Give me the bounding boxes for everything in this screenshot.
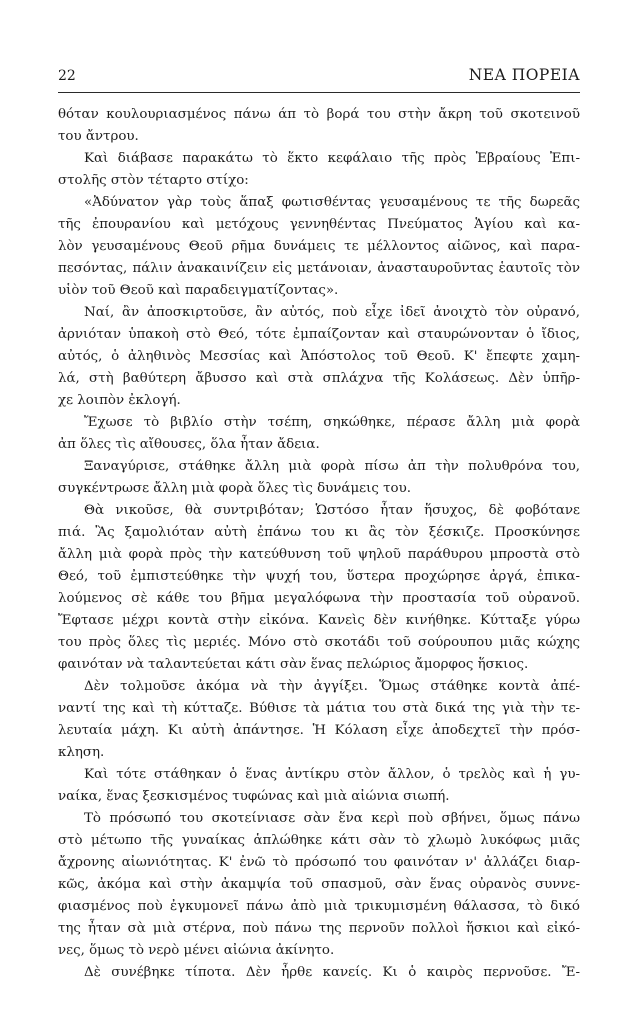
text-line: στολῆς στὸν τέταρτο στίχο: <box>58 173 249 188</box>
text-line: του ἄντρου. <box>58 129 139 144</box>
text-line: Ἔφτασε μέχρι κοντὰ στὴν εἰκόνα. Κανεὶς δὲν κινήθηκε. Κύτταξε γύρω <box>58 613 580 628</box>
text-line: στὸ μέτωπο τῆς γυναίκας ἁπλώθηκε κάτι σὰν τὸ χλωμὸ λυκόφως μιᾶς <box>58 833 580 848</box>
text-line: Ξαναγύρισε, στάθηκε ἄλλη μιὰ φορὰ πίσω ἀπ τὴν πολυθρόνα του, <box>84 459 580 474</box>
text-line: Θὰ νικοῦσε, θὰ συντριβόταν; Ὡστόσο ἦταν ἥσυχος, δὲ φοβότανε <box>84 503 580 518</box>
text-line: νες, ὅμως τὸ νερὸ μένει αἰώνια ἀκίνητο. <box>58 943 335 958</box>
text-line: ἀπ ὅλες τὶς αἴθουσες, ὅλα ἦταν ἄδεια. <box>58 437 320 452</box>
text-line: κῶς, ἀκόμα καὶ στὴν ἀκαμψία τοῦ σπασμοῦ, σὰν ἕνας οὐρανὸς συννε- <box>58 877 580 892</box>
text-line: λούμενος σὲ κάθε του βῆμα μεγαλόφωνα τὴν προστασία τοῦ οὐρανοῦ. <box>58 591 580 606</box>
page-number: 22 <box>58 68 76 84</box>
text-line: Καὶ τότε στάθηκαν ὁ ἕνας ἀντίκρυ στὸν ἄλλον, ὁ τρελὸς καὶ ἡ γυ- <box>84 767 580 782</box>
text-line: Ναί, ἂν ἀποσκιρτοῦσε, ἂν αὐτός, ποὺ εἶχε ἰδεῖ ἀνοιχτὸ τὸν οὐρανό, <box>84 305 580 320</box>
text-line: θόταν κουλουριασμένος πάνω άπ τὸ βορά του στὴν ἄκρη τοῦ σκοτεινοῦ <box>58 107 580 122</box>
text-line: λὸν γευσαμένους Θεοῦ ρῆμα δυνάμεις τε μέλλοντος αἰῶνος, καὶ παρα- <box>58 239 580 254</box>
text-line: αὐτός, ὁ ἀληθινὸς Μεσσίας καὶ Ἀπόστολος τοῦ Θεοῦ. Κ' ἔπεφτε χαμη- <box>58 349 580 364</box>
text-line: συγκέντρωσε ἄλλη μιὰ φορὰ ὅλες τὶς δυνάμεις του. <box>58 481 411 496</box>
page-header <box>58 66 580 88</box>
text-line: πεσόντας, πάλιν ἀνακαινίζειν εἰς μετάνοιαν, ἀνασταυροῦντας ἑαυτοῖς τὸν <box>58 261 580 276</box>
text-line: Δὲν τολμοῦσε ἀκόμα νὰ τὴν ἀγγίξει. Ὅμως στάθηκε κοντὰ ἀπέ- <box>84 679 580 694</box>
text-line: χε λοιπὸν ἐκλογή. <box>58 393 181 408</box>
text-line: Δὲ συνέβηκε τίποτα. Δὲν ἦρθε κανείς. Κι ὁ καιρὸς περνοῦσε. Ἔ- <box>84 965 580 980</box>
text-line: κληση. <box>58 745 105 760</box>
text-line: πιά. Ἂς ξαμολιόταν αὐτὴ ἐπάνω του κι ἂς τὸν ξέσκιζε. Προσκύνησε <box>58 525 580 540</box>
text-line: ἄλλη μιὰ φορὰ πρὸς τὴν κατεύθυνση τοῦ ψηλοῦ παράθυρου μπροστὰ στὸ <box>58 547 580 562</box>
text-line: ναίκα, ἕνας ξεσκισμένος τυφώνας καὶ μιὰ αἰώνια σιωπή. <box>58 789 450 804</box>
text-line: ἄχρονης αἰωνιότητας. Κ' ἐνῶ τὸ πρόσωπό του φαινόταν ν' ἀλλάζει διαρ- <box>58 855 580 870</box>
text-line: λά, στὴ βαθύτερη ἄβυσσο καὶ στὰ σπλάχνα τῆς Κολάσεως. Δὲν ὑπῆρ- <box>58 371 580 386</box>
text-line: της ἦταν σὰ μιὰ στέρνα, ποὺ πάνω της περνοῦν πολλοὶ ἥσκιοι καὶ εἰκό- <box>58 921 580 936</box>
text-line: «Ἀδύνατον γὰρ τοὺς ἅπαξ φωτισθέντας γευσαμένους τε τῆς δωρεᾶς <box>84 195 580 210</box>
text-line: του πρὸς ὅλες τὶς μεριές. Μόνο στὸ σκοτάδι τοῦ σούρουπου μιᾶς κώχης <box>58 635 580 650</box>
text-line: Θεό, τοῦ ἐμπιστεύθηκε τὴν ψυχή του, ὕστερα προχώρησε ἀργά, ἐπικα- <box>58 569 580 584</box>
text-line: Τὸ πρόσωπό του σκοτείνιασε σὰν ἕνα κερὶ ποὺ σβήνει, ὅμως πάνω <box>84 811 580 826</box>
text-line: φαινόταν νὰ ταλαντεύεται κάτι σὰν ἕνας πελώριος ἄμορφος ἥσκιος. <box>58 657 529 672</box>
text-line: τῆς ἐπουρανίου καὶ μετόχους γεννηθέντας Πνεύματος Ἁγίου καὶ κα- <box>58 217 580 232</box>
text-line: υἱὸν τοῦ Θεοῦ καὶ παραδειγματίζοντας». <box>58 283 339 298</box>
body-text <box>58 104 580 984</box>
text-line: λευταία μάχη. Κι αὐτὴ ἀπάντησε. Ἡ Κόλαση εἶχε ἀποδεχτεῖ τὴν πρόσ- <box>58 723 580 738</box>
header-rule <box>58 92 580 93</box>
text-line: φιασμένος ποὺ ἐγκυμονεῖ πάνω ἀπὸ μιὰ τρικυμισμένη θάλασσα, τὸ δικό <box>58 899 580 914</box>
text-line: Καὶ διάβασε παρακάτω τὸ ἕκτο κεφάλαιο τῆς πρὸς Ἑβραίους Ἐπι- <box>84 151 580 166</box>
text-line: ναντί της καὶ τὴ κύτταζε. Βύθισε τὰ μάτια του στὰ δικά της γιὰ τὴν τε- <box>58 701 580 716</box>
text-line: Ἔχωσε τὸ βιβλίο στὴν τσέπη, σηκώθηκε, πέρασε ἄλλη μιὰ φορὰ <box>84 415 580 430</box>
running-title: ΝΕΑ ΠΟΡΕΙΑ <box>468 66 580 84</box>
text-line: ἀρνιόταν ὑπακοὴ στὸ Θεό, τότε ἐμπαίζονταν καὶ σταυρώνονταν ὁ ἴδιος, <box>58 327 580 342</box>
